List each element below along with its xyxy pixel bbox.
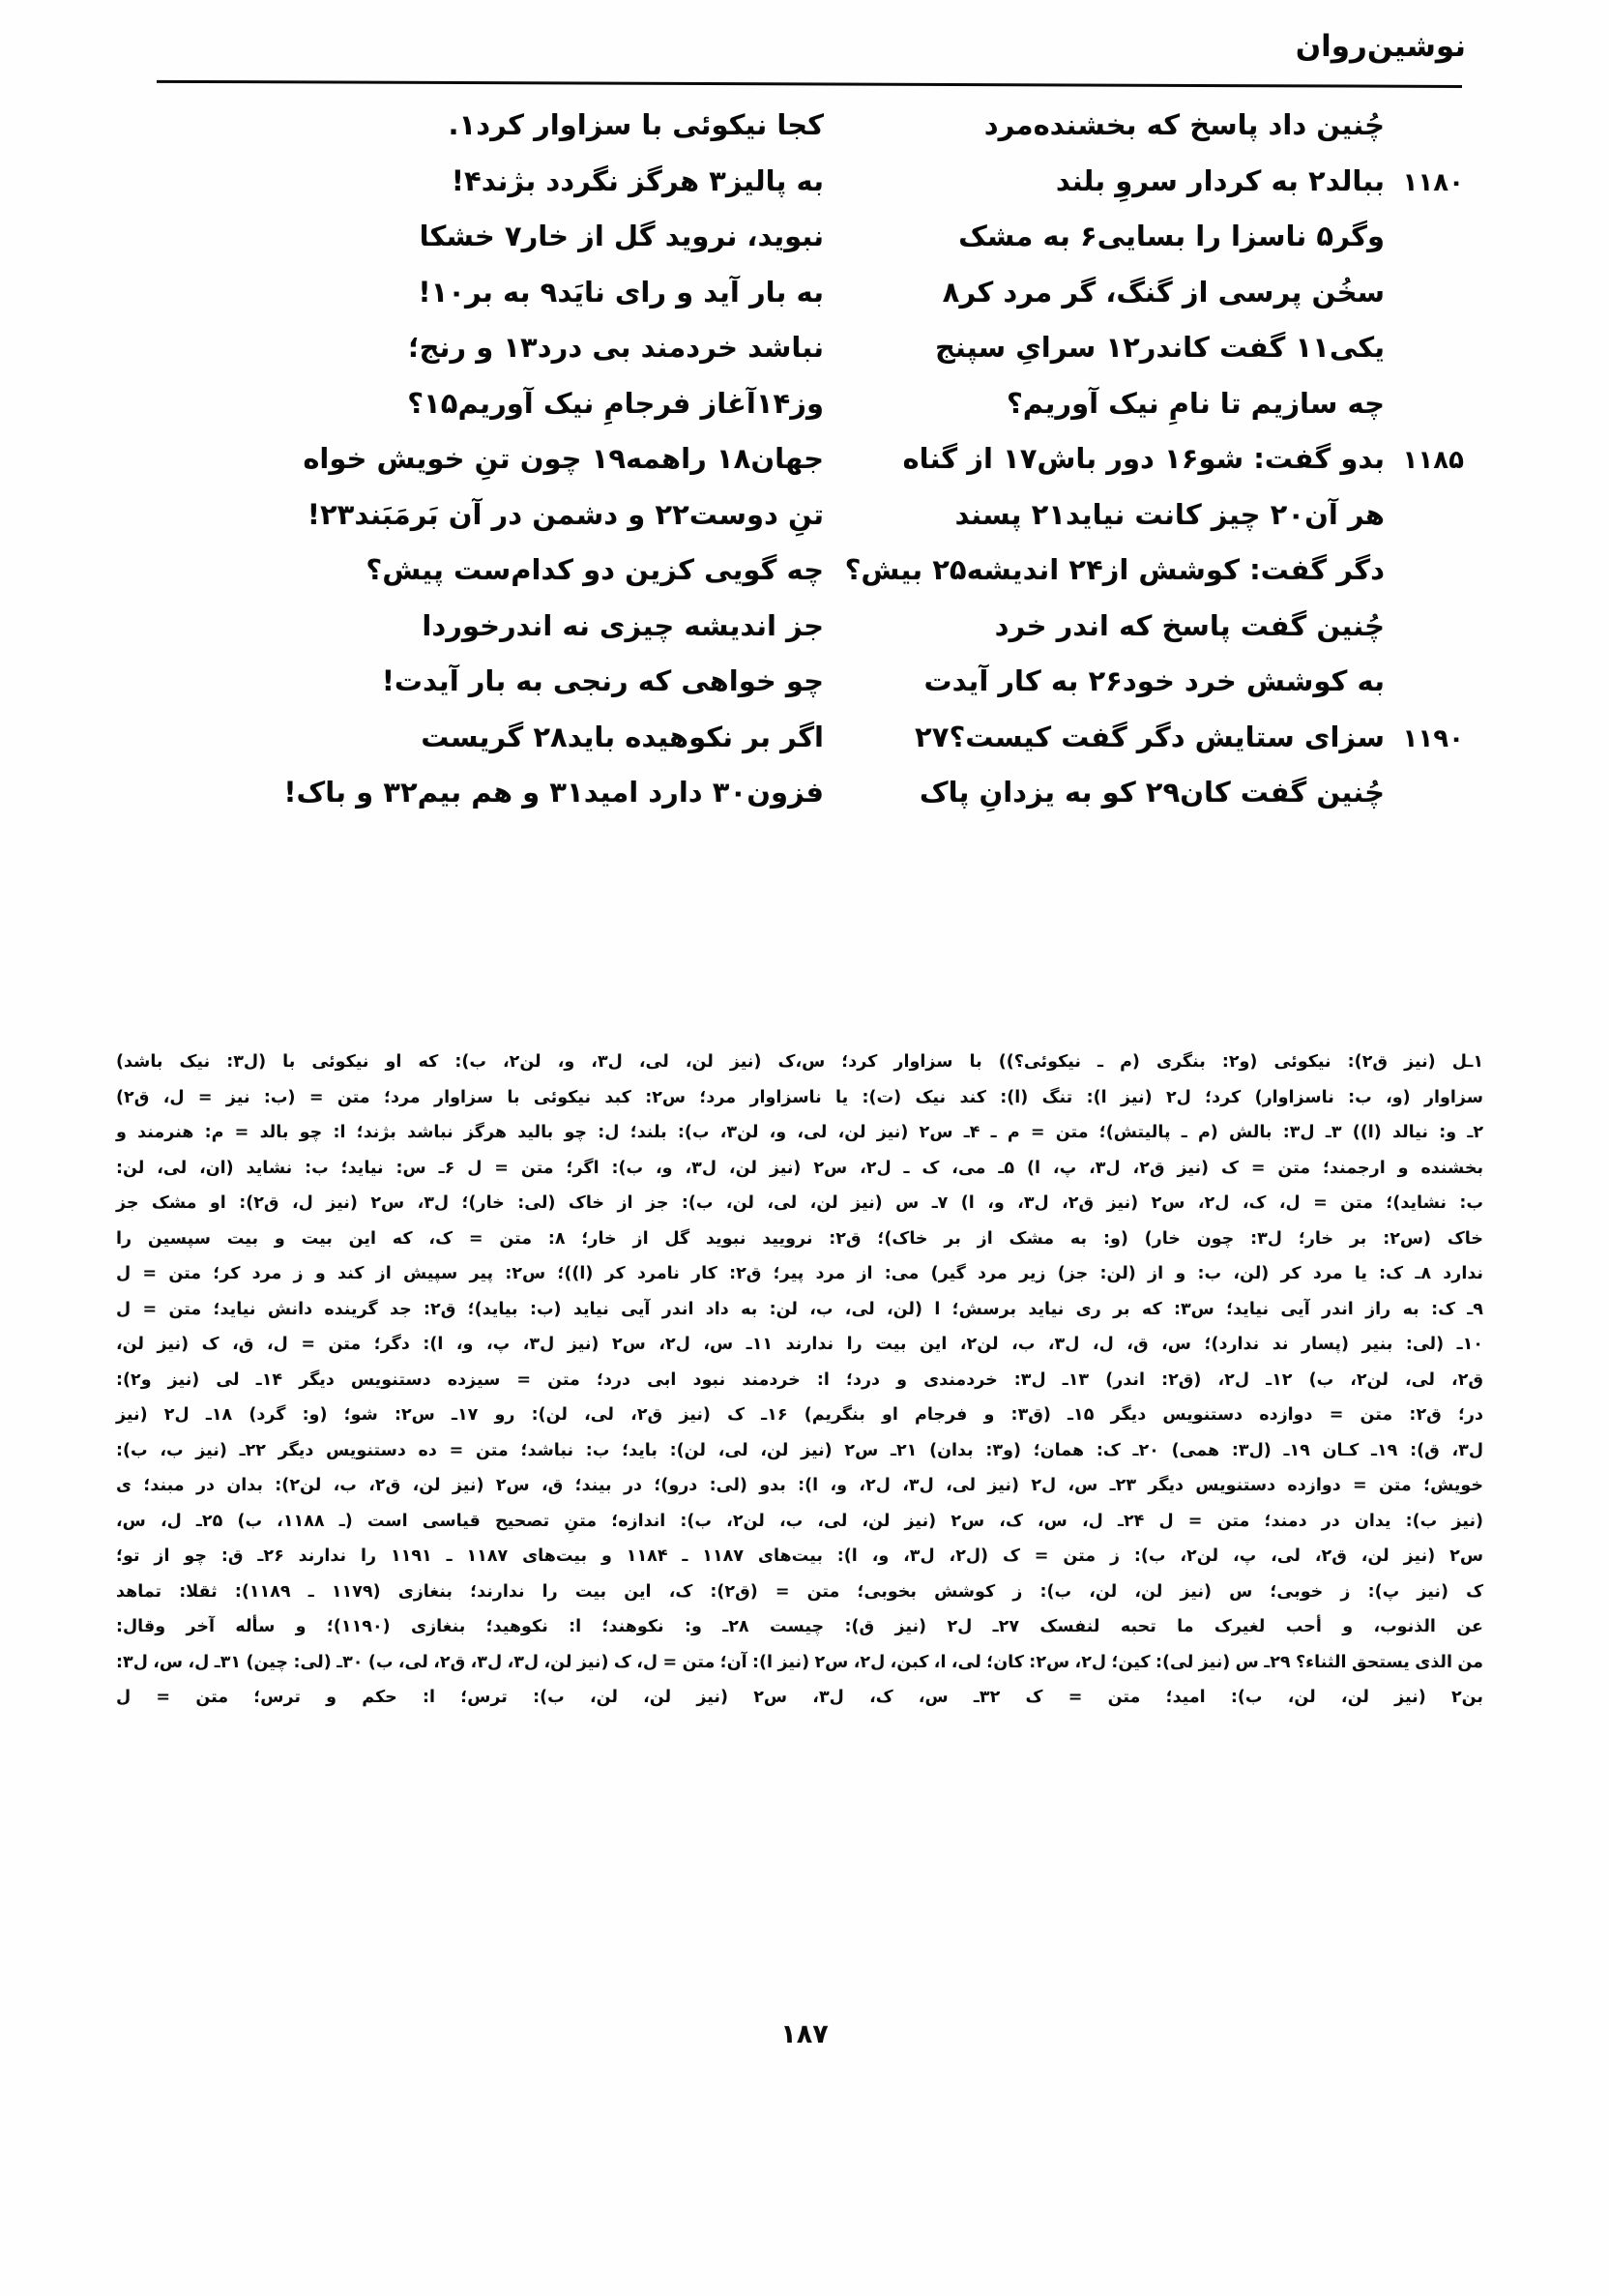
verse-line <box>824 276 1464 332</box>
apparatus-line: ق۲، لی، لن۲، ب) ۱۲ـ ل۲، (ق۲: اندر) ۱۳ـ ل۳: خردمندی و درد؛ ا: خردمند نبود ابی درد؛ متن = سیزده دستنویس دیگر ۱۴ـ لی (نیز و۲): <box>116 1369 1484 1390</box>
verse-text: به پالیز۳ هرگز نگردد بژند۴! <box>451 163 824 197</box>
verse-text: نبوید، نروید گل از خار۷ خشکا <box>419 220 824 252</box>
verse-text: جز اندیشه چیزی نه اندرخوردا <box>422 608 824 642</box>
verse-line <box>824 220 1464 276</box>
verse-text: فزون۳۰ دارد امید۳۱ و هم بیم۳۲ و باک! <box>283 776 824 809</box>
apparatus-line: ندارد ۸ـ ک: یا مرد کر (لن، ب: و از (لن: جز) زیر مرد گیر) می: از مرد پیر؛ ق۲: کار نامرد کر (ا))؛ س۲: پیر سپیش از کند و ز مرد کر؛ متن = ل <box>116 1264 1483 1283</box>
verse-text: چو خواهی که رنجی به بار آیدت! <box>381 664 824 697</box>
verse-text: به بار آید و رای نایَد۹ به بر۱۰! <box>418 275 824 309</box>
verse-text: چُنین گفت کان۲۹ کو به یزدانِ پاک <box>919 776 1385 809</box>
apparatus-line: ۱ـل (نیز ق۲): نیکوئی (و۲: بنگری (م ـ نیکوئی؟)) با سزاوار کرد؛ س،ک (نیز لن، لی، ل۳، و، لن۲، ب): که او نیکوئی با (ل۳: نیک باشد) <box>116 1052 1484 1072</box>
verse-line <box>184 664 824 721</box>
verse-line <box>184 776 824 832</box>
apparatus-line: (نیز ب): یدان در دمند؛ متن = ل ۲۴ـ ل، س، ک، س۲ (نیز لن، لی، ب، لن۲، ب): اندازه؛ متنِ تصحیح قیاسی است (ـ ۱۱۸۸، ب) ۲۵ـ ل، س، <box>116 1511 1484 1531</box>
verse-text: سخُن پرسی از گنگ، گر مرد کر۸ <box>942 275 1385 309</box>
apparatus-line: در؛ ق۲: متن = دوازده دستنویس دیگر ۱۵ـ (ق۳: و فرجام او بنگریم) ۱۶ـ ک (نیز ق۲، لی، لن): رو ۱۷ـ س۲: شو؛ (و: گرد) ۱۸ـ ل۲ (نیز <box>116 1405 1483 1425</box>
verse-text: تنِ دوست۲۲ و دشمن در آن بَرمَبَند۲۳! <box>307 497 824 531</box>
verse-text: بدو گفت: شو۱۶ دور باش۱۷ از گناه <box>902 442 1385 475</box>
apparatus-line: ک (نیز پ): ز خوبی؛ س (نیز لن، لن، ب): ز کوشش بخوبی؛ متن = (ق۲): ک، این بیت را ندارند؛ بنغازی (۱۱۷۹ ـ ۱۱۸۹): ثقلا: تماهد <box>116 1581 1483 1602</box>
verse-text: چه گویی کزین دو کدام‌ست پیش؟ <box>366 553 824 586</box>
verse-text: ببالد۲ به کردار سروِ بلند <box>1055 163 1385 197</box>
apparatus-line: ۹ـ ک: به راز اندر آیی نیاید؛ س۳: که بر ری نیاید برسش؛ ا (لن، لی، ب، لن: به داد اندر آیی نیاید (ب: بیاید)؛ ق۲: جد گرینده دانش نیاید؛ متن = ل <box>116 1299 1483 1319</box>
verse-line <box>824 387 1464 443</box>
apparatus-line: ۲ـ و: نیالد (ا)) ۳ـ ل۳: بالش (م ـ پالیتش)؛ متن = م ـ ۴ـ س۲ (نیز لن، لی، و، لن۳، ب): بلند؛ ل: چو بالید هرگز نباشد بژند؛ ا: چو بالد = م: هنرمند و <box>116 1123 1483 1142</box>
page-number: ۱۸۷ <box>780 2019 829 2049</box>
apparatus-line: س۲ (نیز لن، ق۲، لی، پ، لن۲، ب): ز متن = ک (ل۲، ل۳، و، ا): بیت‌های ۱۱۸۷ ـ ۱۱۸۴ و بیت‌های ۱۱۸۷ ـ ۱۱۹۱ را ندارند ۲۶ـ ق: چو از تو؛ <box>116 1546 1483 1566</box>
verse-number: ۱۱۸۰ <box>1402 167 1464 197</box>
verse-line <box>824 498 1464 554</box>
apparatus-line: خویش؛ متن = دوازده دستنویس دیگر ۲۳ـ س، ل۲ (نیز لی، ل۳، ل۲، و، ا): بدو (لی: درو)؛ در بیند؛ ق، س۲ (نیز لن، ق۲، ب، لن۲): بدان در مبند؛ ی <box>116 1476 1483 1495</box>
apparatus-line: سزاوار (و، ب: ناسزاوار) کرد؛ ل۲ (نیز ا): تنگ (ا): کند نیک (ت): یا ناسزاوار مرد؛ س۲: کبد نیکوئی با سزاوار مرد؛ متن = (ب: نیز = ل، ق۲) <box>116 1087 1484 1107</box>
verse-line <box>184 331 824 387</box>
verse-column-left <box>184 108 824 832</box>
verse-text: دگر گفت: کوشش از۲۴ اندیشه۲۵ بیش؟ <box>844 553 1385 586</box>
verse-line <box>184 220 824 276</box>
verse-line <box>824 664 1464 721</box>
verse-text: وگر۵ ناسزا را بسایی۶ به مشک <box>958 220 1385 252</box>
verse-line <box>184 387 824 443</box>
critical-apparatus <box>116 1045 1483 1716</box>
verse-line <box>824 442 1464 498</box>
verse-text: وز۱۴آغاز فرجامِ نیک آوریم۱۵؟ <box>407 386 824 420</box>
verse-text: چه سازیم تا نامِ نیک آوریم؟ <box>1006 386 1385 420</box>
verse-line <box>824 331 1464 387</box>
apparatus-line: ب: نشاید)؛ متن = ل، ک، ل۲، س۲ (نیز ق۲، ل۳، و، ا) ۷ـ س (نیز لن، لی، لن، ب): جز از خاک (لی: خار)؛ ل۳، س۲ (نیز ل، ق۲): او مشک جز <box>116 1193 1483 1213</box>
verse-text: یکی۱۱ گفت کاندر۱۲ سرایِ سپنج <box>935 331 1385 364</box>
verse-line <box>184 108 824 164</box>
verse-line <box>184 609 824 665</box>
verse-line <box>824 776 1464 832</box>
apparatus-line: من الذی یستحق الثناء؟ ۲۹ـ س (نیز لی): کین؛ ل۲، س۲: کان؛ لی، ا، کبن، ل۲، س۲ (نیز ا): آن؛ متن = ل، ک (نیز لن، ل۳، ل۳، ق۲، لی، ب) ۳۰ـ (لی: چین) ۳۱ـ ل، س، ل۳: <box>116 1652 1484 1672</box>
verse-text: هر آن۲۰ چیز کانت نیاید۲۱ پسند <box>954 497 1385 531</box>
verse-line <box>824 108 1464 164</box>
header-rule <box>157 80 1462 88</box>
verse-text: کجا نیکوئی با سزاوار کرد۱. <box>448 108 824 141</box>
verse-line <box>824 553 1464 609</box>
verse-line <box>824 721 1464 777</box>
verse-line <box>824 609 1464 665</box>
verse-line <box>184 721 824 777</box>
verse-line <box>184 442 824 498</box>
verse-text: اگر بر نکوهیده باید۲۸ گریست <box>421 720 824 753</box>
verse-column-right <box>824 108 1464 832</box>
verse-area <box>184 108 1464 863</box>
verse-line <box>184 164 824 221</box>
apparatus-line: بخشنده و ارجمند؛ متن = ک (نیز ق۲، ل۳، پ، ا) ۵ـ می، ک ـ ل۲، س۲ (نیز لن، ل۳، و، ب): اگر؛ متن = ل ۶ـ س: نیاید؛ ب: نشاید (ان، لی، لن: <box>116 1158 1484 1178</box>
verse-text: چُنین داد پاسخ که بخشنده‌مرد <box>983 108 1385 141</box>
verse-line <box>184 553 824 609</box>
running-head: نوشین‌روان <box>1295 29 1466 64</box>
verse-text: به کوشش خرد خود۲۶ به کار آیدت <box>923 664 1385 697</box>
verse-text: جهان۱۸ راهمه۱۹ چون تنِ خویش خواه <box>303 442 824 475</box>
apparatus-line: ۱۰ـ (لی: بنیر (پسار ند ندارد)؛ س، ق، ل، ل۳، ب، لن۲، این بیت را ندارند ۱۱ـ س، ل۲، س۲ (نیز ل۳، پ، و، ا): دگر؛ متن = ل، ق، ک (نیز لن، <box>116 1335 1483 1354</box>
verse-number: ۱۱۸۵ <box>1402 446 1464 475</box>
verse-number: ۱۱۹۰ <box>1402 723 1464 753</box>
verse-line <box>184 276 824 332</box>
verse-text: چُنین گفت پاسخ که اندر خرد <box>994 608 1385 642</box>
apparatus-line: خاک (س۲: بر خار؛ ل۳: چون خار) (و: به مشک از بر خاک)؛ ق۲: نرویید نبوید گل از خار؛ ۸: متن = ک، که این بیت و بیت سپسین را <box>116 1228 1483 1249</box>
apparatus-line: بن۲ (نیز لن، لن، ب): امید؛ متن = ک ۳۲ـ س، ک، ل۳، س۲ (نیز لن، لن، ب): ترس؛ ا: حکم و ترس؛ متن = ل <box>116 1688 1483 1707</box>
apparatus-line: ل۳، ق): ۱۹ـ کـان ۱۹ـ (ل۳: همی) ۲۰ـ ک: همان؛ (و۳: بدان) ۲۱ـ س۲ (نیز لن، لی، لن): باید؛ ب: نباشد؛ متن = ده دستنویس دیگر ۲۲ـ (نیز ب، ب): <box>116 1440 1483 1460</box>
apparatus-line: عن الذنوب، و أحب لغیرک ما تحبه لنفسک ۲۷ـ ل۲ (نیز ق): چیست ۲۸ـ و: نکوهند؛ ا: نکوهید؛ بنغازی (۱۱۹۰)؛ و سأله آخر وقال: <box>116 1617 1483 1636</box>
verse-line <box>824 164 1464 221</box>
verse-line <box>184 498 824 554</box>
verse-text: نباشد خردمند بی درد۱۳ و رنج؛ <box>408 331 824 364</box>
verse-text: سزای ستایش دگر گفت کیست؟۲۷ <box>915 720 1385 753</box>
